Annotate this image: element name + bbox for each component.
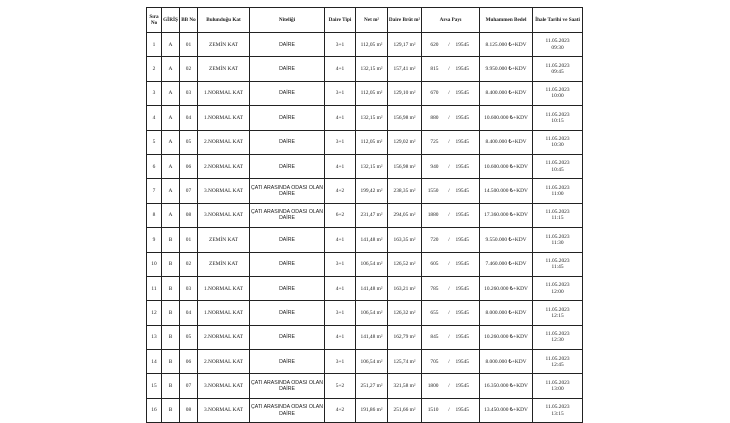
cell-ihale xyxy=(533,33,583,57)
cell-brut: 126,52 m² xyxy=(388,252,422,276)
cell-net: 112,05 m² xyxy=(356,33,388,57)
cell-brut: 238,35 m² xyxy=(388,179,422,203)
cell-net: 231,47 m² xyxy=(356,203,388,227)
ihale-saat: 11:30 xyxy=(551,239,564,246)
cell-net: 112,05 m² xyxy=(356,81,388,105)
cell-niteligi: DAİRE xyxy=(250,33,325,57)
cell-bedel: 14.500.000 ₺+KDV xyxy=(480,179,533,203)
cell-giris: A xyxy=(162,203,180,227)
cell-niteligi: ÇATI ARASINDA ODASI OLAN DAİRE xyxy=(250,374,325,398)
table-row xyxy=(147,398,583,422)
cell-arsa-slash: / xyxy=(445,57,454,81)
cell-kat: 2.NORMAL KAT xyxy=(198,130,250,154)
cell-arsa-pay: 1800 xyxy=(422,374,445,398)
cell-giris: A xyxy=(162,81,180,105)
cell-niteligi: DAİRE xyxy=(250,228,325,252)
cell-brut: 251,66 m² xyxy=(388,398,422,422)
ihale-tarih: 11.05.2023 xyxy=(545,136,570,143)
cell-kat: 2.NORMAL KAT xyxy=(198,325,250,349)
cell-net: 132,15 m² xyxy=(356,106,388,130)
cell-arsa-payda: 19545 xyxy=(454,130,480,154)
ihale-tarih: 11.05.2023 xyxy=(545,111,570,118)
cell-kat: 3.NORMAL KAT xyxy=(198,398,250,422)
cell-arsa-payda: 19545 xyxy=(454,374,480,398)
cell-bedel: 8.125.000 ₺+KDV xyxy=(480,33,533,57)
cell-arsa-pay: 620 xyxy=(422,33,445,57)
cell-arsa-payda: 19545 xyxy=(454,252,480,276)
ihale-tarih: 11.05.2023 xyxy=(545,258,570,264)
cell-arsa-slash: / xyxy=(445,325,454,349)
header-niteligi: Niteliği xyxy=(250,8,325,33)
cell-giris: A xyxy=(162,106,180,130)
cell-sira-no: 5 xyxy=(147,130,162,154)
table-row xyxy=(147,203,583,227)
cell-niteligi: DAİRE xyxy=(250,130,325,154)
cell-kat: ZEMİN KAT xyxy=(198,228,250,252)
table-row xyxy=(147,228,583,252)
ihale-tarih: 11.05.2023 xyxy=(545,404,570,411)
cell-arsa-pay: 605 xyxy=(422,252,445,276)
cell-ihale xyxy=(533,81,583,105)
cell-sira-no: 7 xyxy=(147,179,162,203)
cell-giris: A xyxy=(162,179,180,203)
header-arsa-payi: Arsa Payı xyxy=(422,8,480,33)
cell-arsa-slash: / xyxy=(445,301,454,325)
cell-bb-no: 04 xyxy=(180,301,198,325)
cell-ihale xyxy=(533,325,583,349)
header-bedel: Muhammen Bedel xyxy=(480,8,533,33)
cell-daire-tipi: 3+1 xyxy=(325,350,356,374)
ihale-saat: 12:30 xyxy=(551,337,564,344)
cell-kat: 1.NORMAL KAT xyxy=(198,276,250,300)
cell-daire-tipi: 4+1 xyxy=(325,154,356,178)
cell-brut: 129,17 m² xyxy=(388,33,422,57)
ihale-saat: 13:00 xyxy=(551,386,564,393)
ihale-saat: 11:45 xyxy=(551,264,564,271)
cell-bedel: 13.450.000 ₺+KDV xyxy=(480,398,533,422)
cell-bb-no: 08 xyxy=(180,203,198,227)
cell-ihale xyxy=(533,57,583,81)
cell-giris: A xyxy=(162,130,180,154)
cell-arsa-payda: 19545 xyxy=(454,276,480,300)
cell-niteligi: DAİRE xyxy=(250,301,325,325)
cell-giris: B xyxy=(162,350,180,374)
cell-ihale xyxy=(533,276,583,300)
ihale-saat: 11:00 xyxy=(551,191,564,198)
cell-kat: 1.NORMAL KAT xyxy=(198,106,250,130)
cell-arsa-slash: / xyxy=(445,228,454,252)
cell-bedel: 8.400.000 ₺+KDV xyxy=(480,130,533,154)
cell-giris: B xyxy=(162,276,180,300)
cell-bedel: 16.350.000 ₺+KDV xyxy=(480,374,533,398)
cell-arsa-slash: / xyxy=(445,350,454,374)
cell-ihale xyxy=(533,252,583,276)
cell-sira-no: 4 xyxy=(147,106,162,130)
ihale-saat: 10:00 xyxy=(551,93,564,100)
cell-net: 141,48 m² xyxy=(356,228,388,252)
cell-brut: 126,32 m² xyxy=(388,301,422,325)
ihale-tarih: 11.05.2023 xyxy=(545,306,570,313)
cell-daire-tipi: 4+1 xyxy=(325,57,356,81)
cell-arsa-payda: 19545 xyxy=(454,33,480,57)
cell-arsa-payda: 19545 xyxy=(454,350,480,374)
cell-arsa-pay: 1880 xyxy=(422,203,445,227)
auction-document xyxy=(146,7,582,423)
cell-daire-tipi: 3+1 xyxy=(325,252,356,276)
table-row xyxy=(147,57,583,81)
cell-kat: ZEMİN KAT xyxy=(198,57,250,81)
cell-arsa-pay: 725 xyxy=(422,130,445,154)
ihale-saat: 09:30 xyxy=(551,44,564,51)
cell-arsa-payda: 19545 xyxy=(454,203,480,227)
cell-bedel: 10.600.000 ₺+KDV xyxy=(480,154,533,178)
cell-sira-no: 3 xyxy=(147,81,162,105)
cell-sira-no: 10 xyxy=(147,252,162,276)
cell-brut: 162,79 m² xyxy=(388,325,422,349)
ihale-saat: 09:45 xyxy=(551,69,564,76)
cell-daire-tipi: 5+2 xyxy=(325,374,356,398)
table-row xyxy=(147,106,583,130)
cell-niteligi: DAİRE xyxy=(250,81,325,105)
cell-sira-no: 14 xyxy=(147,350,162,374)
cell-giris: B xyxy=(162,301,180,325)
ihale-tarih: 11.05.2023 xyxy=(545,209,570,216)
cell-bb-no: 06 xyxy=(180,154,198,178)
cell-arsa-payda: 19545 xyxy=(454,154,480,178)
cell-brut: 163,35 m² xyxy=(388,228,422,252)
table-row xyxy=(147,252,583,276)
cell-daire-tipi: 4+2 xyxy=(325,179,356,203)
cell-daire-tipi: 4+1 xyxy=(325,228,356,252)
ihale-tarih: 11.05.2023 xyxy=(545,160,570,167)
cell-brut: 157,41 m² xyxy=(388,57,422,81)
cell-daire-tipi: 4+2 xyxy=(325,398,356,422)
cell-arsa-payda: 19545 xyxy=(454,228,480,252)
cell-daire-tipi: 3+1 xyxy=(325,301,356,325)
table-row xyxy=(147,81,583,105)
cell-giris: B xyxy=(162,228,180,252)
cell-bedel: 10.260.000 ₺+KDV xyxy=(480,325,533,349)
cell-arsa-slash: / xyxy=(445,81,454,105)
cell-bb-no: 07 xyxy=(180,179,198,203)
cell-brut: 129,10 m² xyxy=(388,81,422,105)
cell-arsa-payda: 19545 xyxy=(454,81,480,105)
header-bb-no: BB No xyxy=(180,8,198,33)
cell-net: 141,48 m² xyxy=(356,276,388,300)
cell-ihale xyxy=(533,350,583,374)
cell-arsa-slash: / xyxy=(445,179,454,203)
cell-daire-tipi: 4+1 xyxy=(325,276,356,300)
header-kat: Bulunduğu Kat xyxy=(198,8,250,33)
cell-kat: 3.NORMAL KAT xyxy=(198,374,250,398)
cell-kat: 3.NORMAL KAT xyxy=(198,203,250,227)
cell-ihale xyxy=(533,154,583,178)
cell-brut: 321,58 m² xyxy=(388,374,422,398)
cell-daire-tipi: 4+1 xyxy=(325,106,356,130)
cell-arsa-slash: / xyxy=(445,33,454,57)
cell-arsa-slash: / xyxy=(445,203,454,227)
cell-arsa-payda: 19545 xyxy=(454,325,480,349)
cell-arsa-payda: 19545 xyxy=(454,398,480,422)
cell-ihale xyxy=(533,130,583,154)
cell-brut: 156,98 m² xyxy=(388,106,422,130)
ihale-saat: 10:45 xyxy=(551,166,564,173)
ihale-saat: 12:00 xyxy=(551,288,564,295)
cell-sira-no: 11 xyxy=(147,276,162,300)
cell-niteligi: DAİRE xyxy=(250,106,325,130)
cell-niteligi: DAİRE xyxy=(250,350,325,374)
cell-kat: 1.NORMAL KAT xyxy=(198,301,250,325)
cell-arsa-pay: 655 xyxy=(422,301,445,325)
cell-ihale xyxy=(533,203,583,227)
cell-ihale xyxy=(533,179,583,203)
ihale-saat: 13:15 xyxy=(551,410,564,417)
cell-giris: B xyxy=(162,325,180,349)
ihale-tarih: 11.05.2023 xyxy=(545,282,570,289)
ihale-saat: 12:45 xyxy=(551,361,564,368)
table-row xyxy=(147,276,583,300)
cell-net: 132,15 m² xyxy=(356,154,388,178)
cell-bb-no: 06 xyxy=(180,350,198,374)
ihale-tarih: 11.05.2023 xyxy=(545,355,570,362)
cell-ihale xyxy=(533,228,583,252)
cell-bedel: 8.000.000 ₺+KDV xyxy=(480,301,533,325)
cell-brut: 156,98 m² xyxy=(388,154,422,178)
ihale-tarih: 11.05.2023 xyxy=(545,62,570,69)
cell-daire-tipi: 6+2 xyxy=(325,203,356,227)
cell-brut: 125,74 m² xyxy=(388,350,422,374)
ihale-tarih: 11.05.2023 xyxy=(545,184,570,191)
cell-bb-no: 02 xyxy=(180,252,198,276)
cell-net: 106,54 m² xyxy=(356,252,388,276)
cell-arsa-payda: 19545 xyxy=(454,57,480,81)
cell-bedel: 17.360.000 ₺+KDV xyxy=(480,203,533,227)
cell-bb-no: 08 xyxy=(180,398,198,422)
cell-arsa-payda: 19545 xyxy=(454,179,480,203)
cell-niteligi: DAİRE xyxy=(250,276,325,300)
table-row xyxy=(147,179,583,203)
cell-bedel: 7.460.000 ₺+KDV xyxy=(480,252,533,276)
cell-sira-no: 16 xyxy=(147,398,162,422)
cell-kat: 3.NORMAL KAT xyxy=(198,179,250,203)
ihale-saat: 12:15 xyxy=(551,312,564,319)
cell-net: 199,42 m² xyxy=(356,179,388,203)
cell-arsa-pay: 785 xyxy=(422,276,445,300)
cell-bb-no: 07 xyxy=(180,374,198,398)
cell-sira-no: 9 xyxy=(147,228,162,252)
cell-giris: B xyxy=(162,374,180,398)
cell-kat: 2.NORMAL KAT xyxy=(198,350,250,374)
cell-niteligi: ÇATI ARASINDA ODASI OLAN DAİRE xyxy=(250,398,325,422)
cell-arsa-slash: / xyxy=(445,154,454,178)
cell-sira-no: 8 xyxy=(147,203,162,227)
header-daire-tipi: Daire Tipi xyxy=(325,8,356,33)
cell-giris: A xyxy=(162,33,180,57)
cell-bb-no: 03 xyxy=(180,81,198,105)
cell-arsa-pay: 670 xyxy=(422,81,445,105)
cell-net: 132,15 m² xyxy=(356,57,388,81)
cell-net: 112,05 m² xyxy=(356,130,388,154)
cell-daire-tipi: 3+1 xyxy=(325,130,356,154)
cell-sira-no: 13 xyxy=(147,325,162,349)
cell-kat: ZEMİN KAT xyxy=(198,252,250,276)
header-row xyxy=(147,8,583,33)
cell-giris: B xyxy=(162,398,180,422)
cell-bb-no: 03 xyxy=(180,276,198,300)
cell-arsa-pay: 705 xyxy=(422,350,445,374)
cell-arsa-pay: 940 xyxy=(422,154,445,178)
cell-arsa-pay: 720 xyxy=(422,228,445,252)
cell-giris: B xyxy=(162,252,180,276)
cell-net: 106,54 m² xyxy=(356,301,388,325)
cell-bb-no: 04 xyxy=(180,106,198,130)
cell-arsa-slash: / xyxy=(445,276,454,300)
ihale-tarih: 11.05.2023 xyxy=(545,379,570,386)
cell-ihale xyxy=(533,301,583,325)
header-ihale: İhale Tarihi ve Saati xyxy=(533,8,583,33)
auction-table xyxy=(146,7,583,423)
cell-daire-tipi: 4+1 xyxy=(325,325,356,349)
cell-arsa-payda: 19545 xyxy=(454,301,480,325)
cell-niteligi: DAİRE xyxy=(250,252,325,276)
cell-arsa-pay: 1550 xyxy=(422,179,445,203)
cell-bedel: 10.260.000 ₺+KDV xyxy=(480,276,533,300)
cell-daire-tipi: 3+1 xyxy=(325,81,356,105)
ihale-tarih: 11.05.2023 xyxy=(545,331,570,338)
header-giris: GİRİŞ xyxy=(162,8,180,33)
ihale-saat: 10:30 xyxy=(551,142,564,149)
cell-bb-no: 05 xyxy=(180,325,198,349)
cell-niteligi: ÇATI ARASINDA ODASI OLAN DAİRE xyxy=(250,203,325,227)
cell-brut: 129,02 m² xyxy=(388,130,422,154)
cell-arsa-pay: 1510 xyxy=(422,398,445,422)
table-row xyxy=(147,154,583,178)
cell-giris: A xyxy=(162,154,180,178)
cell-bedel: 8.400.000 ₺+KDV xyxy=(480,81,533,105)
table-row xyxy=(147,130,583,154)
header-net: Net m² xyxy=(356,8,388,33)
cell-bb-no: 01 xyxy=(180,33,198,57)
ihale-tarih: 11.05.2023 xyxy=(545,233,570,240)
cell-arsa-slash: / xyxy=(445,106,454,130)
cell-brut: 163,21 m² xyxy=(388,276,422,300)
cell-net: 106,54 m² xyxy=(356,350,388,374)
cell-net: 251,27 m² xyxy=(356,374,388,398)
cell-bb-no: 02 xyxy=(180,57,198,81)
cell-kat: ZEMİN KAT xyxy=(198,33,250,57)
cell-arsa-slash: / xyxy=(445,374,454,398)
ihale-saat: 10:15 xyxy=(551,117,564,124)
cell-niteligi: DAİRE xyxy=(250,325,325,349)
ihale-tarih: 11.05.2023 xyxy=(545,38,570,45)
table-row xyxy=(147,301,583,325)
cell-kat: 1.NORMAL KAT xyxy=(198,81,250,105)
cell-bedel: 8.000.000 ₺+KDV xyxy=(480,350,533,374)
cell-bedel: 9.950.000 ₺+KDV xyxy=(480,57,533,81)
table-row xyxy=(147,325,583,349)
cell-bb-no: 01 xyxy=(180,228,198,252)
cell-brut: 294,05 m² xyxy=(388,203,422,227)
cell-niteligi: DAİRE xyxy=(250,57,325,81)
cell-kat: 2.NORMAL KAT xyxy=(198,154,250,178)
cell-bb-no: 05 xyxy=(180,130,198,154)
cell-arsa-slash: / xyxy=(445,398,454,422)
cell-net: 141,48 m² xyxy=(356,325,388,349)
cell-sira-no: 1 xyxy=(147,33,162,57)
cell-ihale xyxy=(533,106,583,130)
cell-ihale xyxy=(533,398,583,422)
cell-niteligi: DAİRE xyxy=(250,154,325,178)
header-brut: Daire Brüt m² xyxy=(388,8,422,33)
cell-arsa-pay: 845 xyxy=(422,325,445,349)
cell-sira-no: 15 xyxy=(147,374,162,398)
cell-daire-tipi: 3+1 xyxy=(325,33,356,57)
cell-net: 191,86 m² xyxy=(356,398,388,422)
cell-arsa-slash: / xyxy=(445,130,454,154)
cell-arsa-pay: 815 xyxy=(422,57,445,81)
cell-sira-no: 6 xyxy=(147,154,162,178)
table-row xyxy=(147,350,583,374)
cell-niteligi: ÇATI ARASINDA ODASI OLAN DAİRE xyxy=(250,179,325,203)
cell-arsa-payda: 19545 xyxy=(454,106,480,130)
cell-bedel: 9.550.000 ₺+KDV xyxy=(480,228,533,252)
table-row xyxy=(147,374,583,398)
header-sira-no: Sıra No xyxy=(147,8,162,33)
cell-arsa-slash: / xyxy=(445,252,454,276)
ihale-tarih: 11.05.2023 xyxy=(545,87,570,94)
cell-ihale xyxy=(533,374,583,398)
cell-arsa-pay: 880 xyxy=(422,106,445,130)
cell-giris: A xyxy=(162,57,180,81)
table-row xyxy=(147,33,583,57)
cell-sira-no: 12 xyxy=(147,301,162,325)
cell-sira-no: 2 xyxy=(147,57,162,81)
cell-bedel: 10.600.000 ₺+KDV xyxy=(480,106,533,130)
ihale-saat: 11:15 xyxy=(551,215,564,222)
